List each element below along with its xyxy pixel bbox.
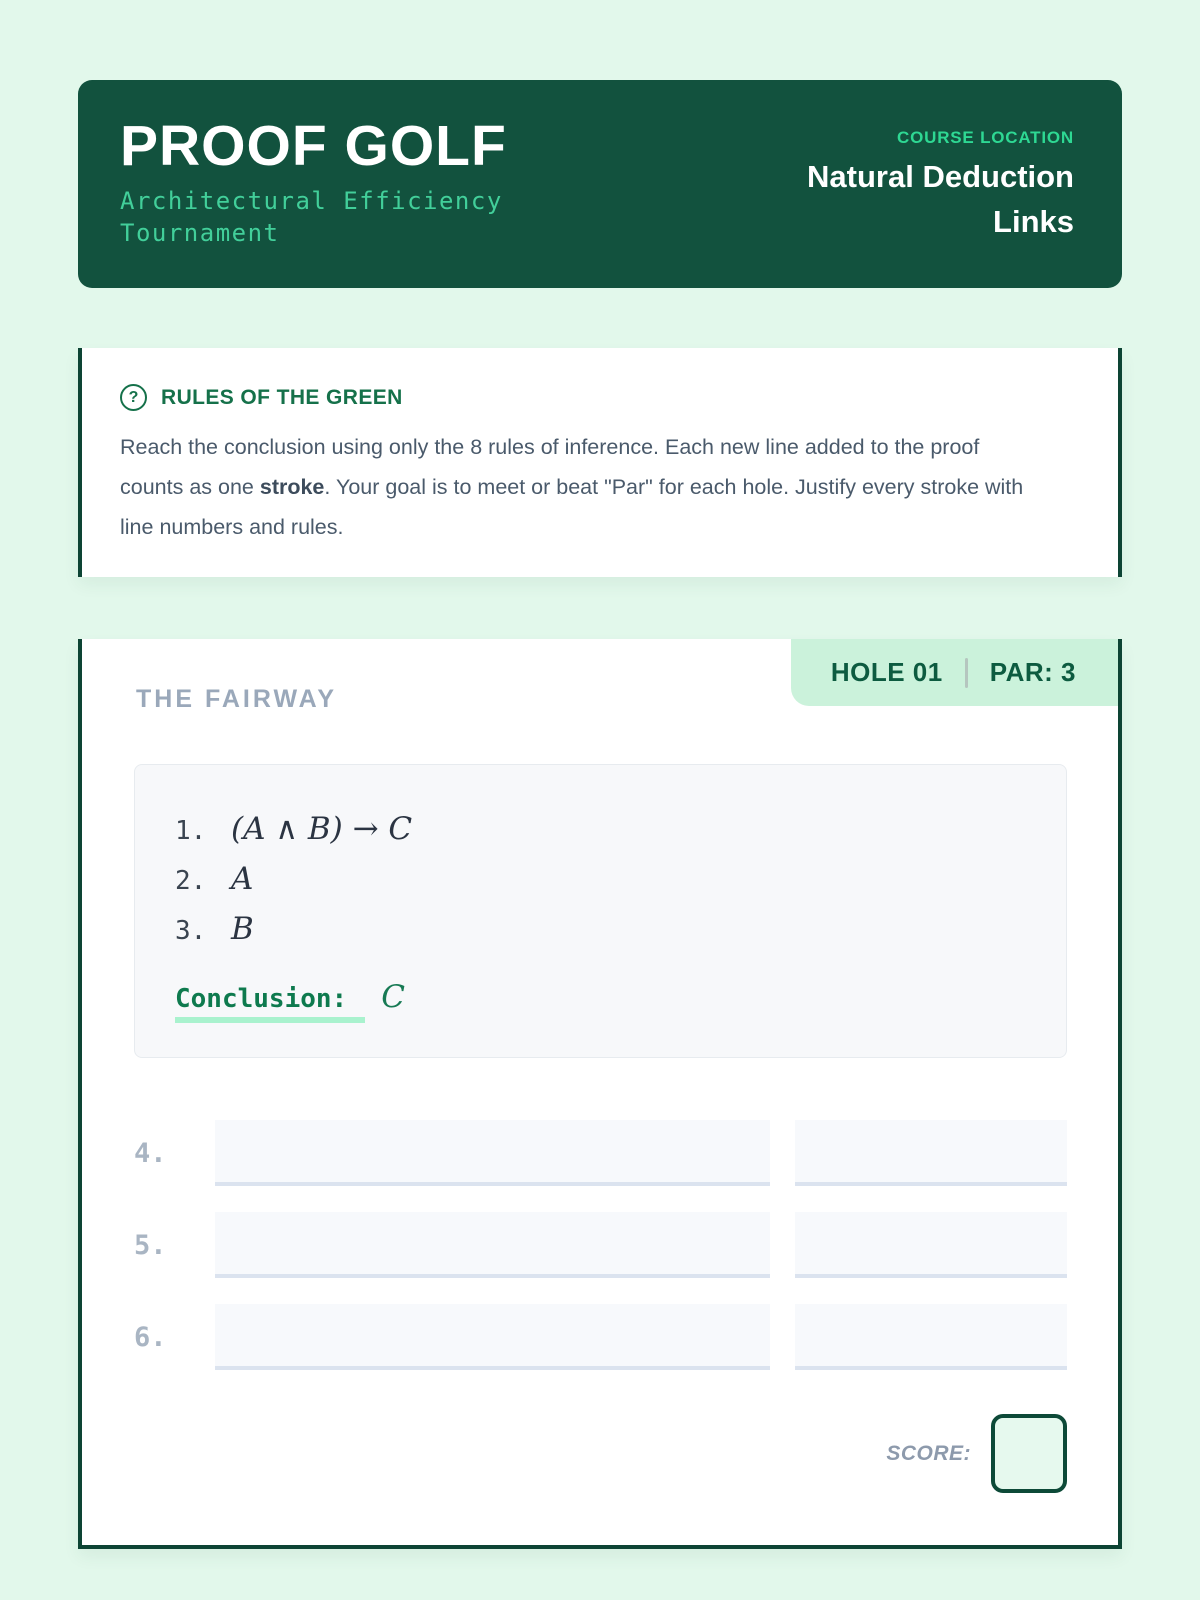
course-location-label: COURSE LOCATION — [897, 128, 1074, 147]
proof-row-5 — [134, 1212, 1067, 1278]
section-title-fairway: THE FAIRWAY — [136, 685, 338, 713]
hole-card — [78, 639, 1122, 1549]
justification-input-line-6[interactable] — [795, 1304, 1067, 1370]
course-location-block — [774, 118, 1074, 288]
header-brand — [120, 114, 550, 288]
premise-formula: B — [231, 911, 254, 947]
score-row — [134, 1414, 1067, 1493]
question-circle-icon: ? — [120, 384, 147, 411]
hole-par-badge — [791, 639, 1118, 706]
par-label: PAR: 3 — [989, 657, 1076, 687]
rules-body-post: . Your goal is to meet or beat "Par" for each hole. Justify every stroke with line numbers and rules. — [120, 475, 1024, 539]
justification-input-line-5[interactable] — [795, 1212, 1067, 1278]
rules-body — [120, 427, 1040, 547]
rules-card — [78, 348, 1122, 577]
rules-body-pre: Reach the conclusion using only the 8 rules of inference. Each new line added to the proof counts as one — [120, 435, 980, 499]
proof-lines — [134, 1120, 1067, 1370]
rules-title-row — [120, 384, 1048, 411]
proof-line-number: 4. — [134, 1137, 167, 1169]
premise-number: 1. — [175, 816, 207, 846]
app-title: PROOF GOLF — [120, 114, 507, 178]
premise-formula: (A ∧ B) → C — [231, 811, 413, 847]
score-input-box[interactable] — [991, 1414, 1067, 1493]
badge-divider — [965, 658, 968, 688]
premise-row — [175, 805, 1026, 855]
statement-input-line-5[interactable] — [215, 1212, 770, 1278]
premise-row — [175, 905, 1026, 955]
course-name: Natural Deduction Links — [807, 159, 1074, 239]
premises-box — [134, 764, 1067, 1058]
hole-number-label: HOLE 01 — [830, 657, 943, 687]
conclusion-formula: C — [381, 979, 405, 1015]
conclusion-row — [175, 979, 1026, 1023]
justification-input-line-4[interactable] — [795, 1120, 1067, 1186]
premise-number: 2. — [175, 866, 207, 896]
score-label: SCORE: — [886, 1441, 971, 1465]
premise-formula: A — [231, 861, 254, 897]
conclusion-label: Conclusion: — [175, 984, 365, 1023]
statement-input-line-4[interactable] — [215, 1120, 770, 1186]
header-banner — [78, 80, 1122, 288]
proof-row-6 — [134, 1304, 1067, 1370]
proof-line-number: 5. — [134, 1229, 167, 1261]
statement-input-line-6[interactable] — [215, 1304, 770, 1370]
proof-line-number: 6. — [134, 1321, 167, 1353]
premise-number: 3. — [175, 916, 207, 946]
proof-row-4 — [134, 1120, 1067, 1186]
premise-row — [175, 855, 1026, 905]
app-subtitle: Architectural Efficiency Tournament — [120, 187, 503, 247]
rules-body-bold-word: stroke — [259, 475, 325, 499]
rules-title: RULES OF THE GREEN — [161, 385, 403, 409]
